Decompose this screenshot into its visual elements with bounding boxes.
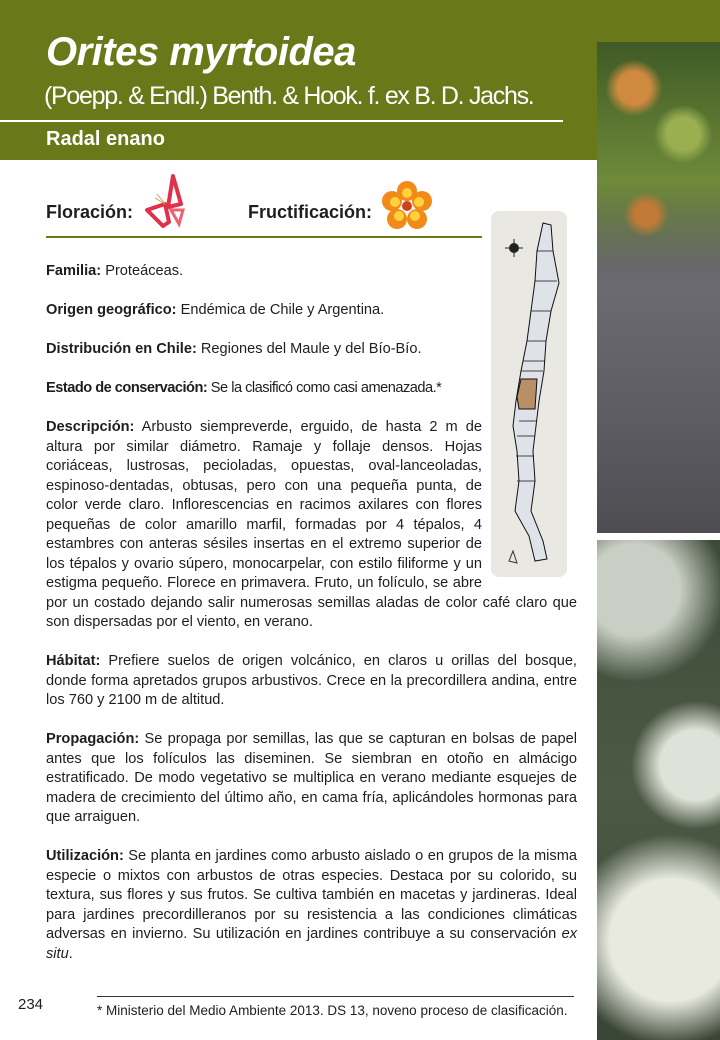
species-title: Orites myrtoidea [46,30,356,74]
distribucion-label: Distribución en Chile: [46,341,197,357]
estado-text: Se la clasificó como casi amenazada.* [207,380,442,396]
habitat-label: Hábitat: [46,653,101,669]
page-number: 234 [18,996,44,1013]
common-name: Radal enano [46,128,165,150]
footnote: * Ministerio del Medio Ambiente 2013. DS 13, noveno proceso de clasificación. [97,1003,568,1018]
descripcion-label: Descripción: [46,419,135,435]
habitat-paragraph [46,652,577,711]
habitat-text: Prefiere suelos de origen volcánico, en claros u orillas del bosque, donde forma apretados grupos arbustivos. Crece en la precordillera andina, entre los 760 y 2100 m de altitud. [46,653,577,708]
distribucion-text: Regiones del Maule y del Bío-Bío. [196,341,422,357]
compass-icon [505,239,523,257]
flower-icon [381,180,433,230]
estado-label: Estado de conservación: [46,380,208,396]
familia-label: Familia: [46,263,102,279]
utilizacion-label: Utilización: [46,848,124,864]
footnote-divider [97,996,574,997]
descripcion-text: Arbusto siempreverde, erguido, de hasta 2 m de altura por similar diámetro. Ramaje y follaje densos. Hojas coriáceas, lustrosas, pecioladas, opuestas, oval-lanceoladas, espinoso-dentadas, obtusas, pero con una pequeña punta, de color verde claro. Inflorescencias en racimos axilares con flores pequeñas de color amarillo marfil, formadas por 4 tépalos, 4 estambres con anteras sésiles insertas en el extremo superior de los tépalos y ovario súpero, monocarpelar, con estilo filiforme y un estigma pequeño. Florece en primavera. Fruto, un folículo, se abre por un costado dejando salir numerosas semillas aladas de color café claro que son dispersadas por el viento, en verano. [46,419,577,630]
utilizacion-end: . [68,945,73,962]
species-description [46,262,577,984]
utilizacion-paragraph [46,847,577,964]
utilizacion-italic: ex situ [46,926,577,962]
plant-photo-top [597,42,720,533]
flowering-label: Floración: [46,202,134,222]
utilizacion-text: Se planta en jardines como arbusto aislado o en grupos de la misma especie o mixtos con arbustos de otras especies. Destaca por su colorido, su textura, sus flores y sus frutos. Se cultiva también en macetas y jardineras. Ideal para jardines precordilleranos por su resistencia a las condiciones climáticas adversas en invierno. Su utilización en jardines contribuye a su conservación [46,848,577,942]
propagacion-paragraph [46,730,577,828]
familia-text: Proteáceas. [101,263,184,279]
origen-text: Endémica de Chile y Argentina. [176,302,385,318]
species-author: (Poepp. & Endl.) Benth. & Hook. f. ex B. D. Jachs. [44,82,534,110]
plant-photo-bottom [597,540,720,1040]
phenology-divider [46,236,482,238]
butterfly-icon [143,174,189,228]
origen-label: Origen geográfico: [46,302,177,318]
header-divider [0,120,563,122]
propagacion-label: Propagación: [46,731,140,747]
propagacion-text: Se propaga por semillas, las que se capturan en bolsas de papel antes que los folículos las diseminen. Se siembran en otoño en almácigo estratificado. De modo vegetativo se multiplica en verano mediante esquejes de madera de crecimiento del último año, en cama fría, aplicándoles hormonas para que arraiguen. [46,731,577,825]
fruiting-label: Fructificación: [248,202,373,222]
